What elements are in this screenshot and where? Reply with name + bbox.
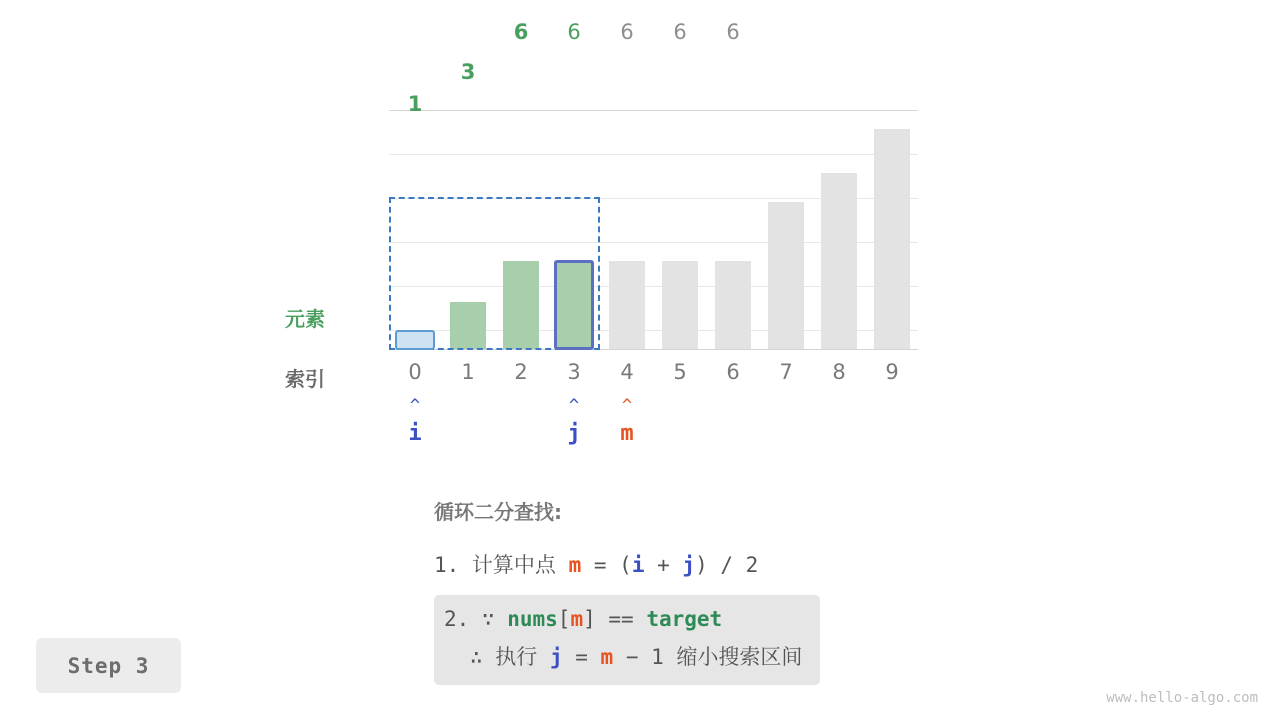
index-label-2: 2 xyxy=(514,360,528,384)
index-label-0: 0 xyxy=(408,360,422,384)
step2b-prefix: ∴ 执行 xyxy=(470,645,550,669)
step2b-assign: = xyxy=(562,645,601,669)
bar-5 xyxy=(662,261,698,349)
pointer-label-m: m xyxy=(620,421,634,446)
step1-var-i: i xyxy=(631,553,645,577)
bar-4 xyxy=(609,261,645,349)
caption-step-2-line2 xyxy=(444,641,802,671)
step2b-var-m: m xyxy=(600,645,614,669)
step1-var-m: m xyxy=(568,553,582,577)
pointer-j-highlight xyxy=(554,260,594,350)
row-label-index: 索引 xyxy=(285,367,325,391)
step1-var-j: j xyxy=(682,553,696,577)
step1-plus: + xyxy=(644,553,683,577)
step2b-minus: − 1 xyxy=(613,645,677,669)
step2-var-m: m xyxy=(570,607,584,631)
index-label-9: 9 xyxy=(885,360,899,384)
bar-value-6: 6 xyxy=(726,20,740,44)
bar-value-2: 6 xyxy=(513,20,529,44)
step2-prefix: 2. ∵ xyxy=(444,607,508,631)
index-axis xyxy=(389,360,918,390)
step2b-tail: 缩小搜索区间 xyxy=(676,645,803,669)
step1-prefix: 1. 计算中点 xyxy=(434,553,569,577)
bar-chart xyxy=(389,20,918,350)
step2-eq: == xyxy=(595,607,647,631)
pointer-i-highlight xyxy=(395,330,435,350)
caption-step-1 xyxy=(434,549,994,579)
step1-suffix: ) / 2 xyxy=(695,553,759,577)
caption-step-2-box xyxy=(434,595,820,685)
bar-9 xyxy=(874,129,910,349)
index-label-6: 6 xyxy=(726,360,740,384)
index-label-1: 1 xyxy=(461,360,475,384)
caption-step-2 xyxy=(444,607,802,631)
watermark: www.hello-algo.com xyxy=(1106,690,1258,706)
step2-nums: nums xyxy=(507,607,558,631)
bar-value-1: 3 xyxy=(460,60,476,84)
step2-bracket-close: ] xyxy=(583,607,596,631)
pointer-caret-j: ^ xyxy=(568,396,580,416)
bar-value-5: 6 xyxy=(673,20,687,44)
caption-block xyxy=(434,496,994,685)
caption-title: 循环二分查找: xyxy=(434,500,562,524)
index-label-3: 3 xyxy=(567,360,581,384)
bar-6 xyxy=(715,261,751,349)
bar-value-0: 1 xyxy=(407,92,423,116)
row-label-element: 元素 xyxy=(285,307,325,331)
index-label-8: 8 xyxy=(832,360,846,384)
bar-7 xyxy=(768,202,804,349)
index-label-4: 4 xyxy=(620,360,634,384)
bar-8 xyxy=(821,173,857,349)
gridline xyxy=(389,110,918,111)
step2b-var-j: j xyxy=(549,645,563,669)
bar-value-3: 6 xyxy=(567,20,581,44)
gridline xyxy=(389,154,918,155)
step2-target: target xyxy=(646,607,723,631)
step1-eq: = ( xyxy=(581,553,632,577)
pointer-caret-i: ^ xyxy=(409,396,421,416)
bar-value-4: 6 xyxy=(620,20,634,44)
index-label-7: 7 xyxy=(779,360,793,384)
index-label-5: 5 xyxy=(673,360,687,384)
pointer-label-j: j xyxy=(567,421,581,446)
pointer-caret-m: ^ xyxy=(621,396,633,416)
step2-bracket-open: [ xyxy=(557,607,571,631)
pointer-label-i: i xyxy=(408,421,422,446)
step-badge: Step 3 xyxy=(36,638,181,693)
